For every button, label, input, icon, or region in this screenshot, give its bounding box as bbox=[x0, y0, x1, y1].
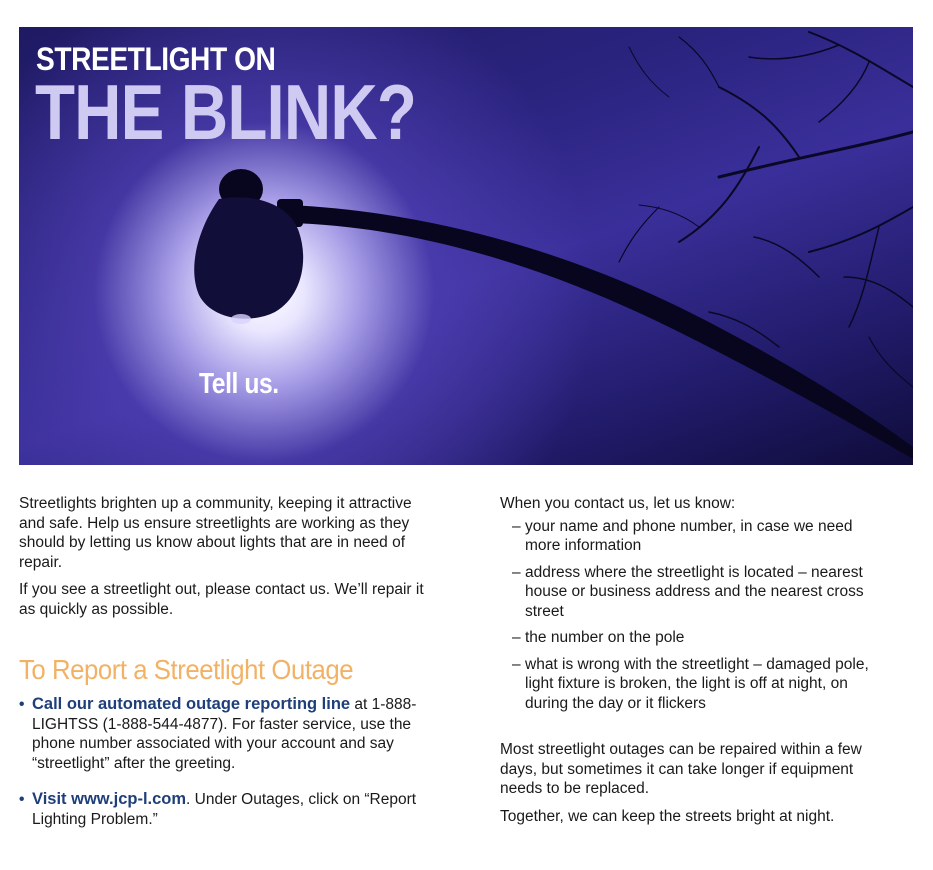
closing-paragraph: Most streetlight outages can be repaired within a few days, but sometimes it can take longer if equipment needs to be replaced. bbox=[500, 741, 862, 797]
report-heading: To Report a Streetlight Outage bbox=[19, 654, 354, 685]
dash-icon: – bbox=[512, 563, 521, 581]
tree-branch bbox=[809, 207, 913, 252]
tree-branch bbox=[629, 47, 669, 97]
report-list bbox=[19, 695, 434, 829]
checklist-item-text: your name and phone number, in case we need more information bbox=[525, 517, 853, 554]
checklist-item bbox=[500, 563, 880, 622]
bullet-icon: • bbox=[19, 791, 25, 808]
call-line-detail: at 1-888-LIGHTSS (1-888-544-4877). For faster service, use the phone number associated with your account and say “streetlight” after the greeting. bbox=[32, 696, 417, 772]
intro-paragraph: Streetlights brighten up a community, keeping it attractive and safe. Help us ensure streetlights are working as they should by letting us know about lights that are in need of repair. bbox=[19, 495, 412, 571]
checklist-item bbox=[500, 628, 880, 648]
lamp-arm bbox=[289, 205, 913, 459]
tree-branch bbox=[639, 205, 699, 227]
checklist-item bbox=[500, 517, 880, 556]
tree-branch bbox=[754, 237, 819, 277]
right-column bbox=[500, 494, 880, 834]
call-line-lead: Call our automated outage reporting line bbox=[32, 695, 351, 713]
left-column bbox=[19, 494, 434, 846]
checklist-item-text: address where the streetlight is located – nearest house or business address and the nearest cross street bbox=[525, 563, 864, 620]
lamp-glow-spot bbox=[231, 314, 251, 324]
bullet-icon: • bbox=[19, 696, 25, 713]
dash-icon: – bbox=[512, 629, 521, 646]
visit-website-detail: . Under Outages, click on “Report Lighting Problem.” bbox=[32, 791, 417, 828]
tree-branch bbox=[679, 37, 719, 87]
lamp-housing bbox=[194, 197, 303, 318]
tree-branch bbox=[869, 337, 913, 387]
tree-branch bbox=[844, 277, 913, 307]
spacer bbox=[500, 720, 880, 740]
dash-icon: – bbox=[512, 655, 521, 673]
dash-icon: – bbox=[512, 517, 521, 535]
hero-kicker: STREETLIGHT ON bbox=[36, 41, 276, 77]
closing-paragraph: Together, we can keep the streets bright at night. bbox=[500, 807, 835, 825]
tree-branch bbox=[749, 45, 839, 59]
hero-banner bbox=[19, 27, 913, 465]
report-item-call bbox=[19, 695, 434, 773]
visit-website-link[interactable]: Visit www.jcp-l.com bbox=[32, 790, 187, 808]
report-item-visit bbox=[19, 790, 434, 829]
contact-checklist bbox=[500, 517, 880, 714]
hero-title: THE BLINK? bbox=[35, 68, 417, 156]
tree-branch bbox=[719, 132, 913, 177]
tree-branch bbox=[619, 207, 659, 262]
checklist-item-text: the number on the pole bbox=[525, 629, 685, 646]
intro-paragraph: If you see a streetlight out, please contact us. We’ll repair it as quickly as possible. bbox=[19, 581, 424, 618]
hero-tagline: Tell us. bbox=[199, 368, 279, 400]
tree-branch bbox=[679, 147, 759, 242]
checklist-item bbox=[500, 655, 880, 714]
contact-intro: When you contact us, let us know: bbox=[500, 495, 736, 512]
tree-branch bbox=[819, 62, 869, 122]
checklist-item-text: what is wrong with the streetlight – damaged pole, light fixture is broken, the light is off at night, on during the day or it flickers bbox=[525, 655, 869, 712]
